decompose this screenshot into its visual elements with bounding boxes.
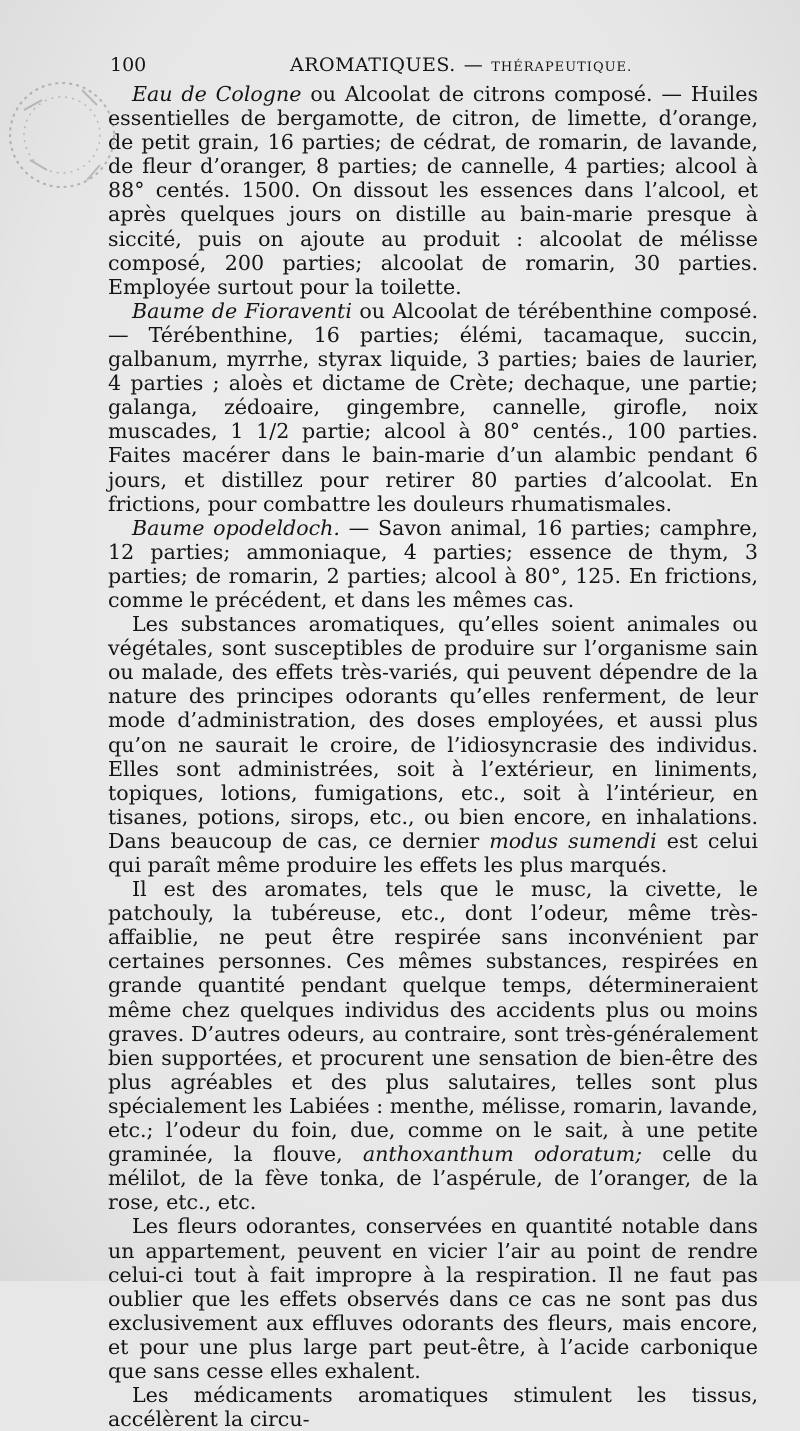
paragraph-text: — Savon animal, 16 parties; camphre, 12 parties; ammoniaque, 4 parties; essence de thym, 3 parties; de romarin, 2 parties; alcool à 80°, 125. En frictions, comme le précédent, et dans les mêmes cas. [108,515,758,612]
page-body [108,82,758,1431]
paragraph-text: Les substances aromatiques, qu’elles soient animales ou végétales, sont susceptibles de produire sur l’organisme sain ou malade, des effets très-variés, qui peuvent dépendre de la nature des principes odorants qu’elles renferment, de leur mode d’administration, des doses employées, et aussi plus qu’on ne saurait le croire, de l’idiosyncrasie des individus. Elles sont administrées, soit à l’extérieur, en liniments, topiques, lotions, fumigations, etc., soit à l’intérieur, en tisanes, potions, sirops, etc., ou bien encore, en inhalations. Dans beaucoup de cas, ce dernier [108,612,758,853]
paragraph-text: ou Alcoolat de térébenthine composé. — Térébenthine, 16 parties; élémi, tacamaque, succin, galbanum, myrrhe, styrax liquide, 3 parties; baies de laurier, 4 parties ; aloès et dictame de Crète; dechaque, une partie; galanga, zédoaire, gingembre, cannelle, girofle, noix muscades, 1 1/2 partie; alcool à 80° centés., 100 parties. Faites macérer dans le bain-marie d’un alambic pendant 6 jours, et distillez pour retirer 80 parties d’alcoolat. En frictions, pour combattre les douleurs rhumatismales. [108,298,758,516]
latin-term: modus sumendi [489,828,657,853]
paragraph-eau-de-cologne [108,82,758,299]
entry-title: Baume opodeldoch. [132,515,340,540]
paragraph-text: ou Alcoolat de citrons composé. — Huiles essentielles de bergamotte, de citron, de limette, d’orange, de petit grain, 16 parties; de cédrat, de romarin, de lavande, de fleur d’oranger, 8 parties; de cannelle, 4 parties; alcool à 88° centés. 1500. On dissout les essences dans l’alcool, et après quelques jours on distille au bain-marie presque à siccité, puis on ajoute au produit : alcoolat de mélisse composé, 200 parties; alcoolat de romarin, 30 parties. Employée surtout pour la toilette. [108,82,759,299]
paragraph-fleurs [108,1214,758,1383]
entry-title: Eau de Cologne [132,82,302,106]
paragraph-text: Les fleurs odorantes, conservées en quantité notable dans un appartement, peuvent en vicier l’air au point de rendre celui-ci tout à fait impropre à la respiration. Il ne faut pas oublier que les effets observés dans ce cas ne sont pas dus exclusivement aux effluves odorants des fleurs, mais encore, et pour une plus large part peut-être, à l’acide carbonique que sans cesse elles exhalent. [108,1214,758,1383]
paragraph-text: Il est des aromates, tels que le musc, la civette, le patchouly, la tubéreuse, etc., dont l’odeur, même très-affaiblie, ne peut être respirée sans inconvénient par certaines personnes. Ces mêmes substances, respirées en grande quantité pendant quelque temps, détermineraient même chez quelques individus des accidents plus ou moins graves. D’autres odeurs, au contraire, sont très-généralement bien supportées, et procurent une sensation de bien-être des plus agréables et des plus salutaires, telles sont plus spécialement les Labiées : menthe, mélisse, romarin, lavande, etc.; l’odeur du foin, due, comme on le sait, à une petite graminée, la flouve, [108,877,758,1167]
entry-title: Baume de Fioraventi [132,298,352,323]
paragraph-substances [108,612,758,877]
header-title: AROMATIQUES. — THÉRAPEUTIQUE. [290,54,633,76]
paragraph-aromates [108,877,758,1214]
library-stamp-icon [2,30,122,240]
paragraph-text: Les médicaments aromatiques stimulent les tissus, accélèrent la circu- [108,1383,758,1431]
paragraph-text: est celui qui paraît même produire les effets les plus marqués. [108,828,758,877]
paragraph-medicaments [108,1383,758,1431]
page-number: 100 [110,54,147,76]
header-subtitle: THÉRAPEUTIQUE. [491,60,633,75]
paragraph-baume-fioraventi [108,299,758,516]
running-header [108,52,768,78]
latin-term: anthoxanthum odoratum; [362,1142,643,1167]
header-dash: — [463,54,484,76]
paragraph-text: celle du mélilot, de la fève tonka, de l’aspérule, de l’oranger, de la rose, etc., etc. [108,1142,758,1215]
paragraph-baume-opodeldoch [108,516,758,612]
